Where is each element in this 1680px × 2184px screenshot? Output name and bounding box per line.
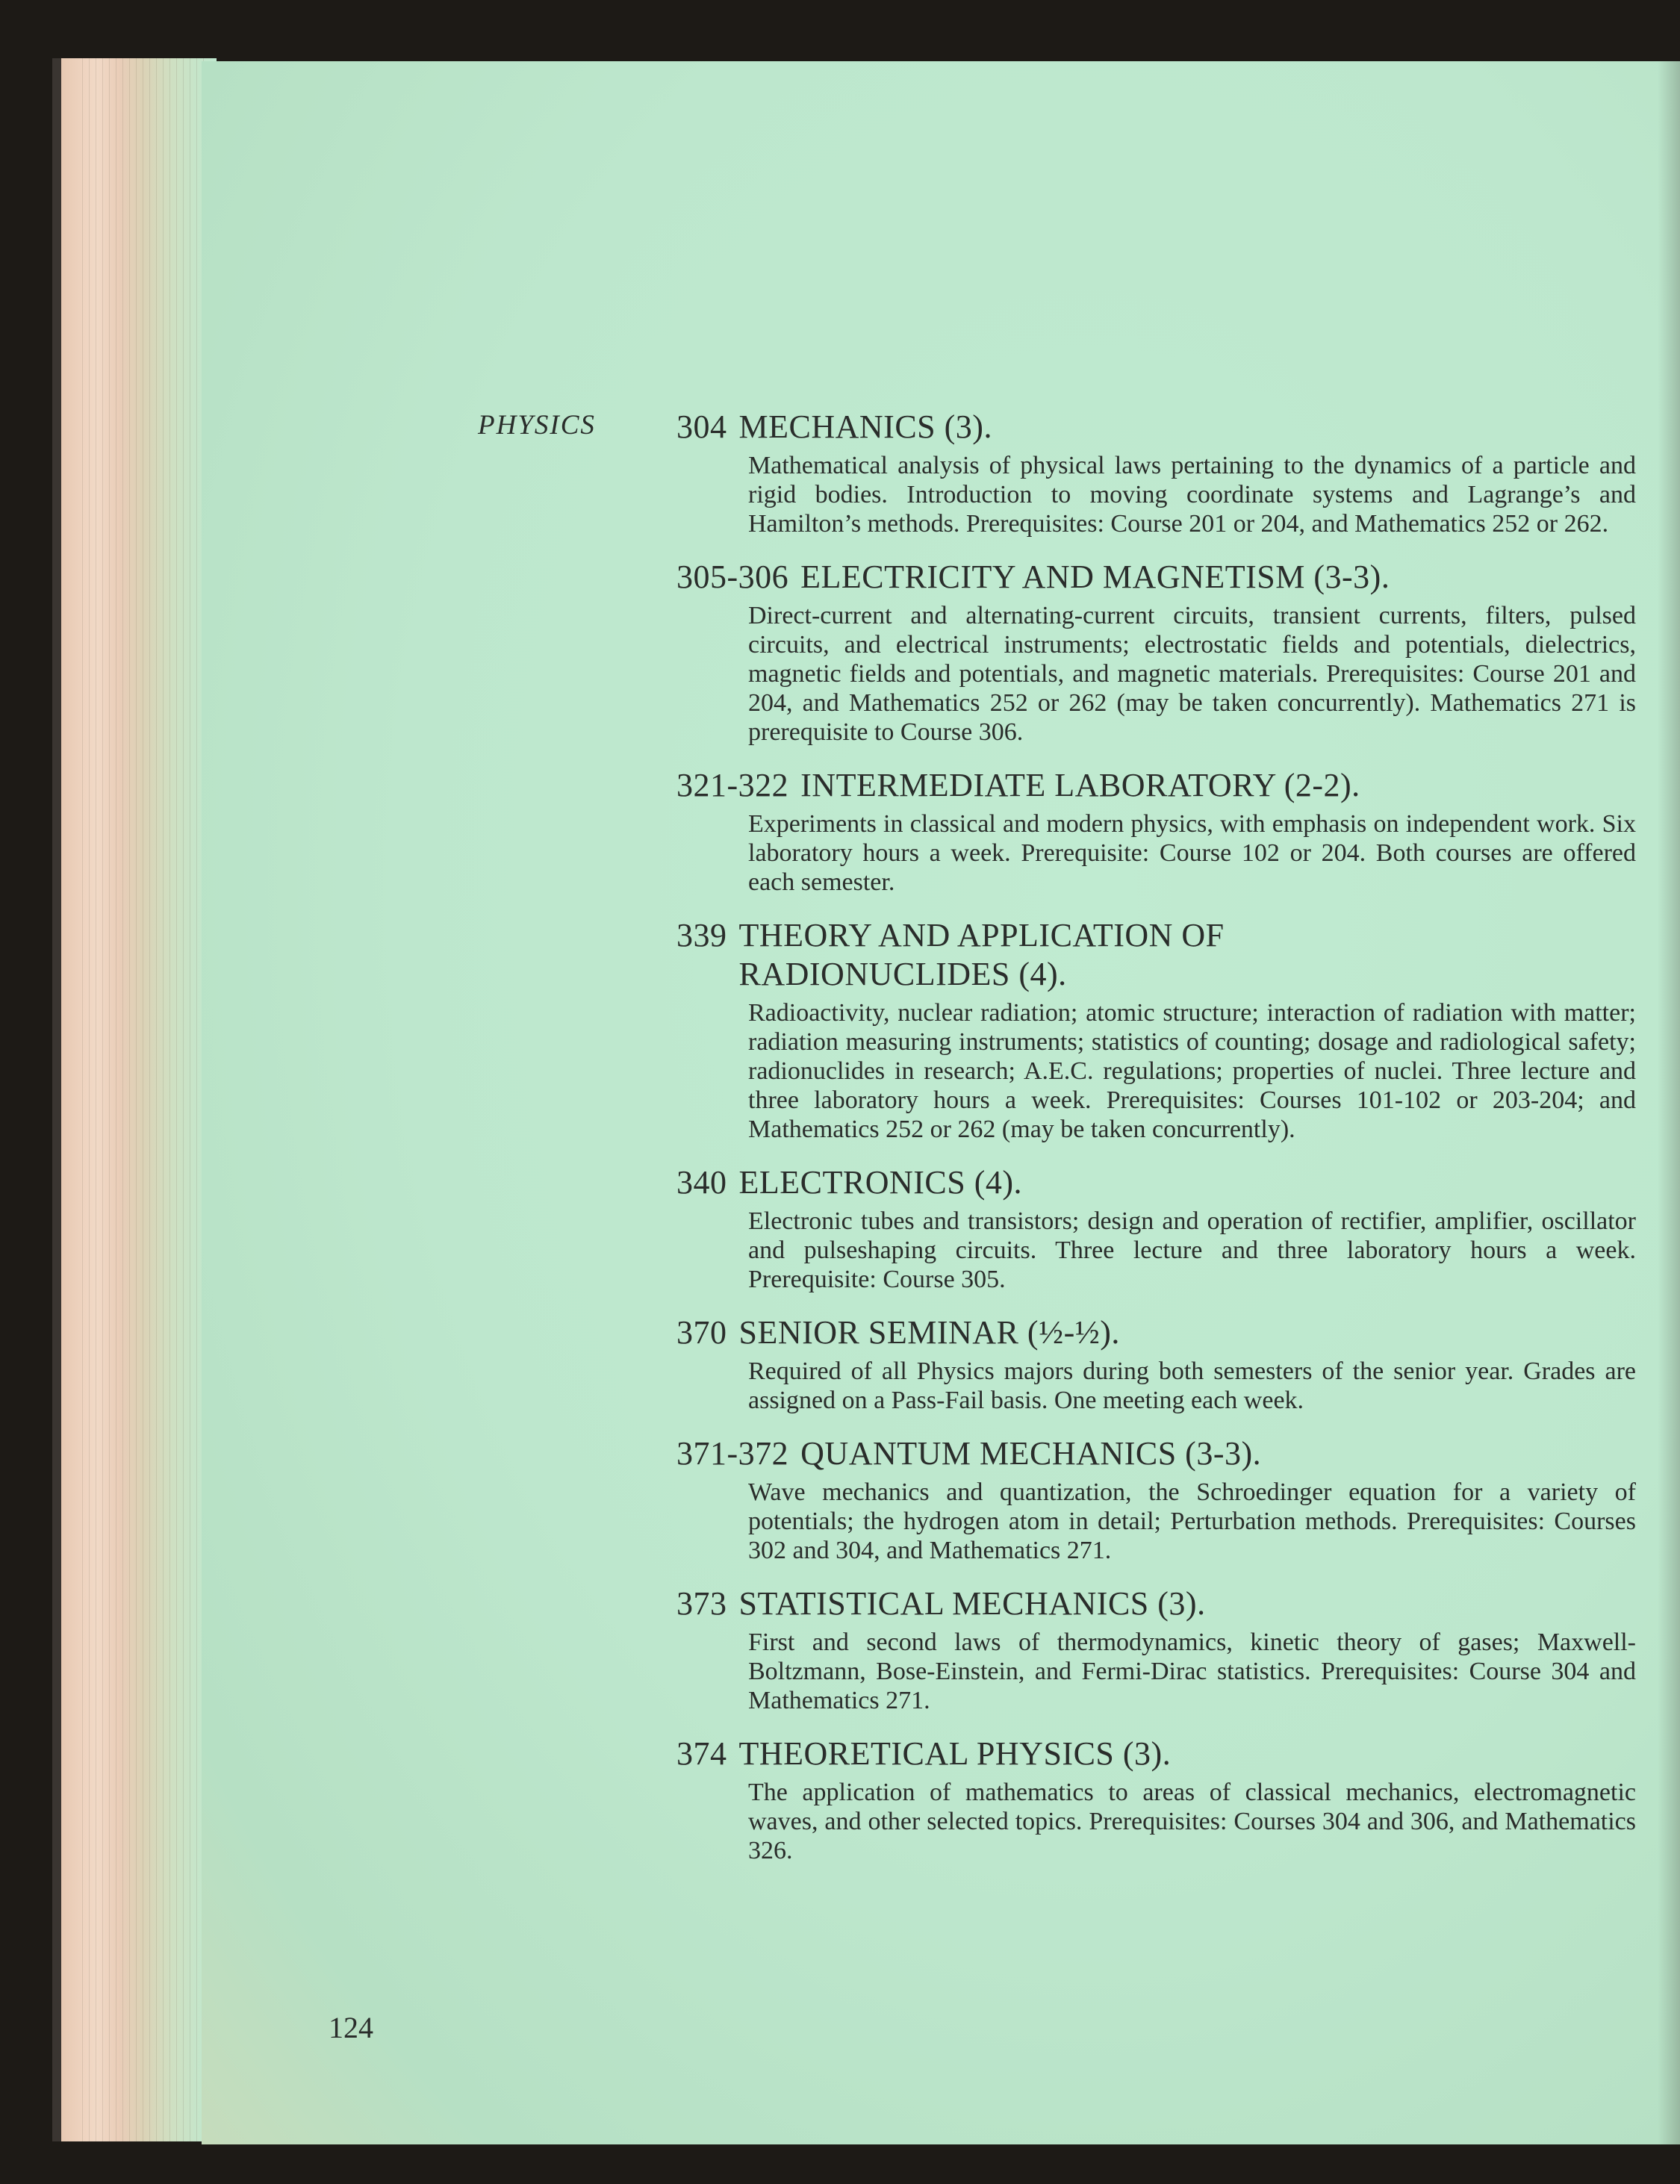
course-description: The application of mathematics to areas of classical mechanics, electromagnetic waves, and other selected topics. Prerequisites: Courses 304 and 306, and Mathematics 326. (748, 1779, 1636, 1864)
course-title: ELECTRICITY AND MAGNETISM (3-3). (800, 559, 1390, 595)
course-description: First and second laws of thermodynamics, kinetic theory of gases; Maxwell-Boltzmann, Bose-Einstein, and Fermi-Dirac statistics. Prerequisites: Course 304 and Mathematics 271. (748, 1628, 1636, 1714)
course-entry (676, 408, 1636, 538)
course-entry (676, 916, 1636, 1144)
course-heading (676, 766, 1636, 805)
course-number: 321-322 (676, 767, 789, 803)
course-title: ELECTRONICS (4). (738, 1164, 1023, 1201)
course-number: 340 (676, 1164, 727, 1201)
course-entry (676, 1735, 1636, 1865)
course-number: 339 (676, 917, 727, 953)
course-heading (676, 1434, 1636, 1473)
course-number: 370 (676, 1314, 727, 1351)
course-title: QUANTUM MECHANICS (3-3). (800, 1435, 1262, 1472)
course-number: 371-372 (676, 1435, 789, 1472)
page-number: 124 (329, 2011, 373, 2044)
book-page-edge-lines (82, 58, 209, 2141)
course-title: THEORETICAL PHYSICS (3). (738, 1735, 1172, 1772)
course-heading (676, 1735, 1636, 1773)
course-entry (676, 1434, 1636, 1565)
course-title: THEORY AND APPLICATION OF RADIONUCLIDES (4). (738, 917, 1225, 992)
course-entry (676, 558, 1636, 747)
course-title: SENIOR SEMINAR (½-½). (738, 1314, 1120, 1351)
course-title: INTERMEDIATE LABORATORY (2-2). (800, 767, 1360, 803)
course-description: Required of all Physics majors during both semesters of the senior year. Grades are assigned on a Pass-Fail basis. One meeting each week. (748, 1357, 1636, 1414)
course-heading (676, 1584, 1636, 1623)
course-heading (676, 558, 1636, 597)
course-number: 304 (676, 408, 727, 445)
course-description: Radioactivity, nuclear radiation; atomic structure; interaction of radiation with matter; radiation measuring instruments; statistics of counting; dosage and radiological safety; radionuclides in research; A.E.C. regulations; properties of nuclei. Three lecture and three laboratory hours a week. Prerequisites: Courses 101-102 or 203-204; and Mathematics 252 or 262 (may be taken concurrently). (748, 999, 1636, 1143)
course-description: Experiments in classical and modern physics, with emphasis on independent work. Six laboratory hours a week. Prerequisite: Course 102 or 204. Both courses are offered each semester. (748, 810, 1636, 896)
course-heading (676, 408, 1636, 447)
course-number: 373 (676, 1585, 727, 1622)
page-shadow (1658, 61, 1680, 2144)
course-entry (676, 1313, 1636, 1415)
course-description: Mathematical analysis of physical laws pertaining to the dynamics of a particle and rigid bodies. Introduction to moving coordinate systems and Lagrange’s and Hamilton’s methods. Prerequisites: Course 201 or 204, and Mathematics 252 or 262. (748, 452, 1636, 538)
section-label: PHYSICS (478, 410, 596, 441)
course-title: MECHANICS (3). (738, 408, 992, 445)
course-description: Wave mechanics and quantization, the Schroedinger equation for a variety of potentials; the hydrogen atom in detail; Perturbation methods. Prerequisites: Courses 302 and 304, and Mathematics 271. (748, 1478, 1636, 1564)
course-title: STATISTICAL MECHANICS (3). (738, 1585, 1206, 1622)
course-heading (676, 1313, 1636, 1352)
course-entry (676, 766, 1636, 897)
course-entry (676, 1163, 1636, 1294)
course-number: 305-306 (676, 559, 789, 595)
course-description: Direct-current and alternating-current circuits, transient currents, filters, pulsed circuits, and electrical instruments; electrostatic fields and potentials, dielectrics, magnetic fields and potentials, and magnetic materials. Prerequisites: Course 201 and 204, and Mathematics 252 or 262 (may be taken concurrently). Mathematics 271 is prerequisite to Course 306. (748, 602, 1636, 746)
course-heading (676, 1163, 1636, 1202)
course-entry (676, 1584, 1636, 1715)
course-number: 374 (676, 1735, 727, 1772)
course-heading (676, 916, 1636, 994)
course-description: Electronic tubes and transistors; design and operation of rectifier, amplifier, oscillator and pulseshaping circuits. Three lecture and three laboratory hours a week. Prerequisite: Course 305. (748, 1207, 1636, 1293)
course-list (676, 408, 1636, 1885)
